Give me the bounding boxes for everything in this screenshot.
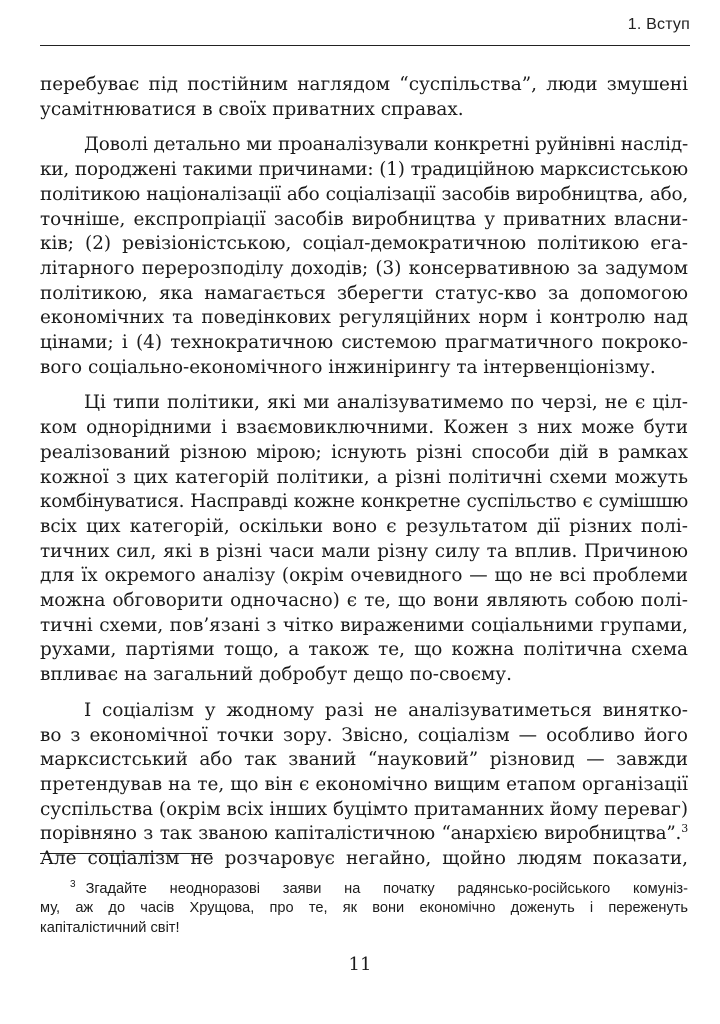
- footnote-line: капіталістичний світ!: [40, 919, 180, 936]
- text-line: реалізований різною мірою; існують різні способи дій в рамках: [40, 441, 688, 463]
- footnote-reference[interactable]: 3: [681, 822, 688, 836]
- text-line: ків; (2) ревізіоністською, соціал-демократичною політикою ега-: [40, 233, 688, 255]
- footnote: [40, 880, 688, 938]
- footnote-rule: [40, 853, 212, 854]
- text-line: суспільства (окрім всіх інших буцімто притаманних йому переваг): [40, 798, 688, 820]
- text-line: ком однорідними і взаємовиключними. Кожен з них може бути: [40, 417, 688, 439]
- text-line: комбінуватися. Насправді кожне конкретне суспільство є сумішшю: [40, 491, 688, 513]
- paragraph-3: [40, 391, 688, 687]
- footnote-line: [40, 880, 688, 899]
- footnote-line-content: Згадайте неодноразові заяви на початку радянсько-російського комуніз-: [85, 881, 688, 897]
- text-line: во з економічної точки зору. Звісно, соціалізм — особливо його: [40, 724, 688, 746]
- text-line: тичні схеми, пов’язані з чітко вираженими соціальними групами,: [40, 614, 688, 636]
- text-line: Але соціалізм не розчаровує негайно, щойно людям показати,: [40, 848, 688, 870]
- text-line: кожної з цих категорій політики, а різні політичні схеми можуть: [40, 466, 688, 488]
- text-line: Доволі детально ми проаналізували конкретні руйнівні наслід-: [84, 134, 688, 156]
- header-rule: [40, 45, 690, 46]
- paragraph-2: [40, 133, 688, 380]
- text-line: цінами; і (4) технократичною системою прагматичного покроко-: [40, 332, 688, 354]
- text-line: впливає на загальний добробут дещо по-своєму.: [40, 664, 512, 686]
- text-line: можна обговорити одночасно) є те, що вони являють собою полі-: [40, 590, 688, 612]
- running-header: 1. Вступ: [627, 16, 690, 33]
- text-line: всіх цих категорій, оскільки воно є результатом дії різних полі-: [40, 515, 688, 537]
- text-line: перебуває під постійним наглядом “суспільства”, люди змушені: [40, 74, 688, 95]
- text-line: тичних сил, які в різні часи мали різну силу та вплив. Причиною: [40, 540, 688, 562]
- text-line: І соціалізм у жодному разі не аналізуватиметься винятко-: [84, 699, 688, 721]
- paragraph-1: [40, 73, 688, 122]
- text-line: претендував на те, що він є економічно вищим етапом організації: [40, 773, 688, 795]
- body-text: [40, 73, 688, 872]
- footnote-number: 3: [70, 879, 76, 891]
- text-line: усамітнюватися в своїх приватних справах.: [40, 98, 464, 120]
- text-line: точніше, експропріації засобів виробництва у приватних власни-: [40, 208, 688, 230]
- text-line: Ці типи політики, які ми аналізуватимемо по черзі, не є ціл-: [84, 392, 688, 414]
- text-line: для їх окремого аналізу (окрім очевидного — що не всі проблеми: [40, 565, 688, 587]
- text-line: рухами, партіями тощо, а також те, що кожна політична схема: [40, 639, 688, 661]
- text-line: політикою, яка намагається зберегти статус-кво за допомогою: [40, 282, 688, 304]
- footnote-line: му, аж до часів Хрущова, про те, як вони економічно доженуть і переженуть: [40, 900, 688, 917]
- page-number: 11: [348, 954, 372, 975]
- text-line: економічних та поведінкових регуляційних норм і контролю над: [40, 307, 688, 329]
- text-line: [40, 822, 688, 847]
- text-line: марксистський або так званий “науковий” різновид — завжди: [40, 749, 688, 771]
- text-line: політикою націоналізації або соціалізації засобів виробництва, або,: [40, 183, 688, 205]
- text-line: вого соціально-економічного інжинірингу та інтервенціонізму.: [40, 356, 656, 378]
- text-line: ки, породжені такими причинами: (1) традиційною марксистською: [40, 159, 688, 181]
- text-line-content: порівняно з так званою капіталістичною “анархією виробництва”.: [40, 823, 682, 845]
- text-line: літарного перерозподілу доходів; (3) консервативною за задумом: [40, 257, 688, 279]
- paragraph-4: [40, 699, 688, 872]
